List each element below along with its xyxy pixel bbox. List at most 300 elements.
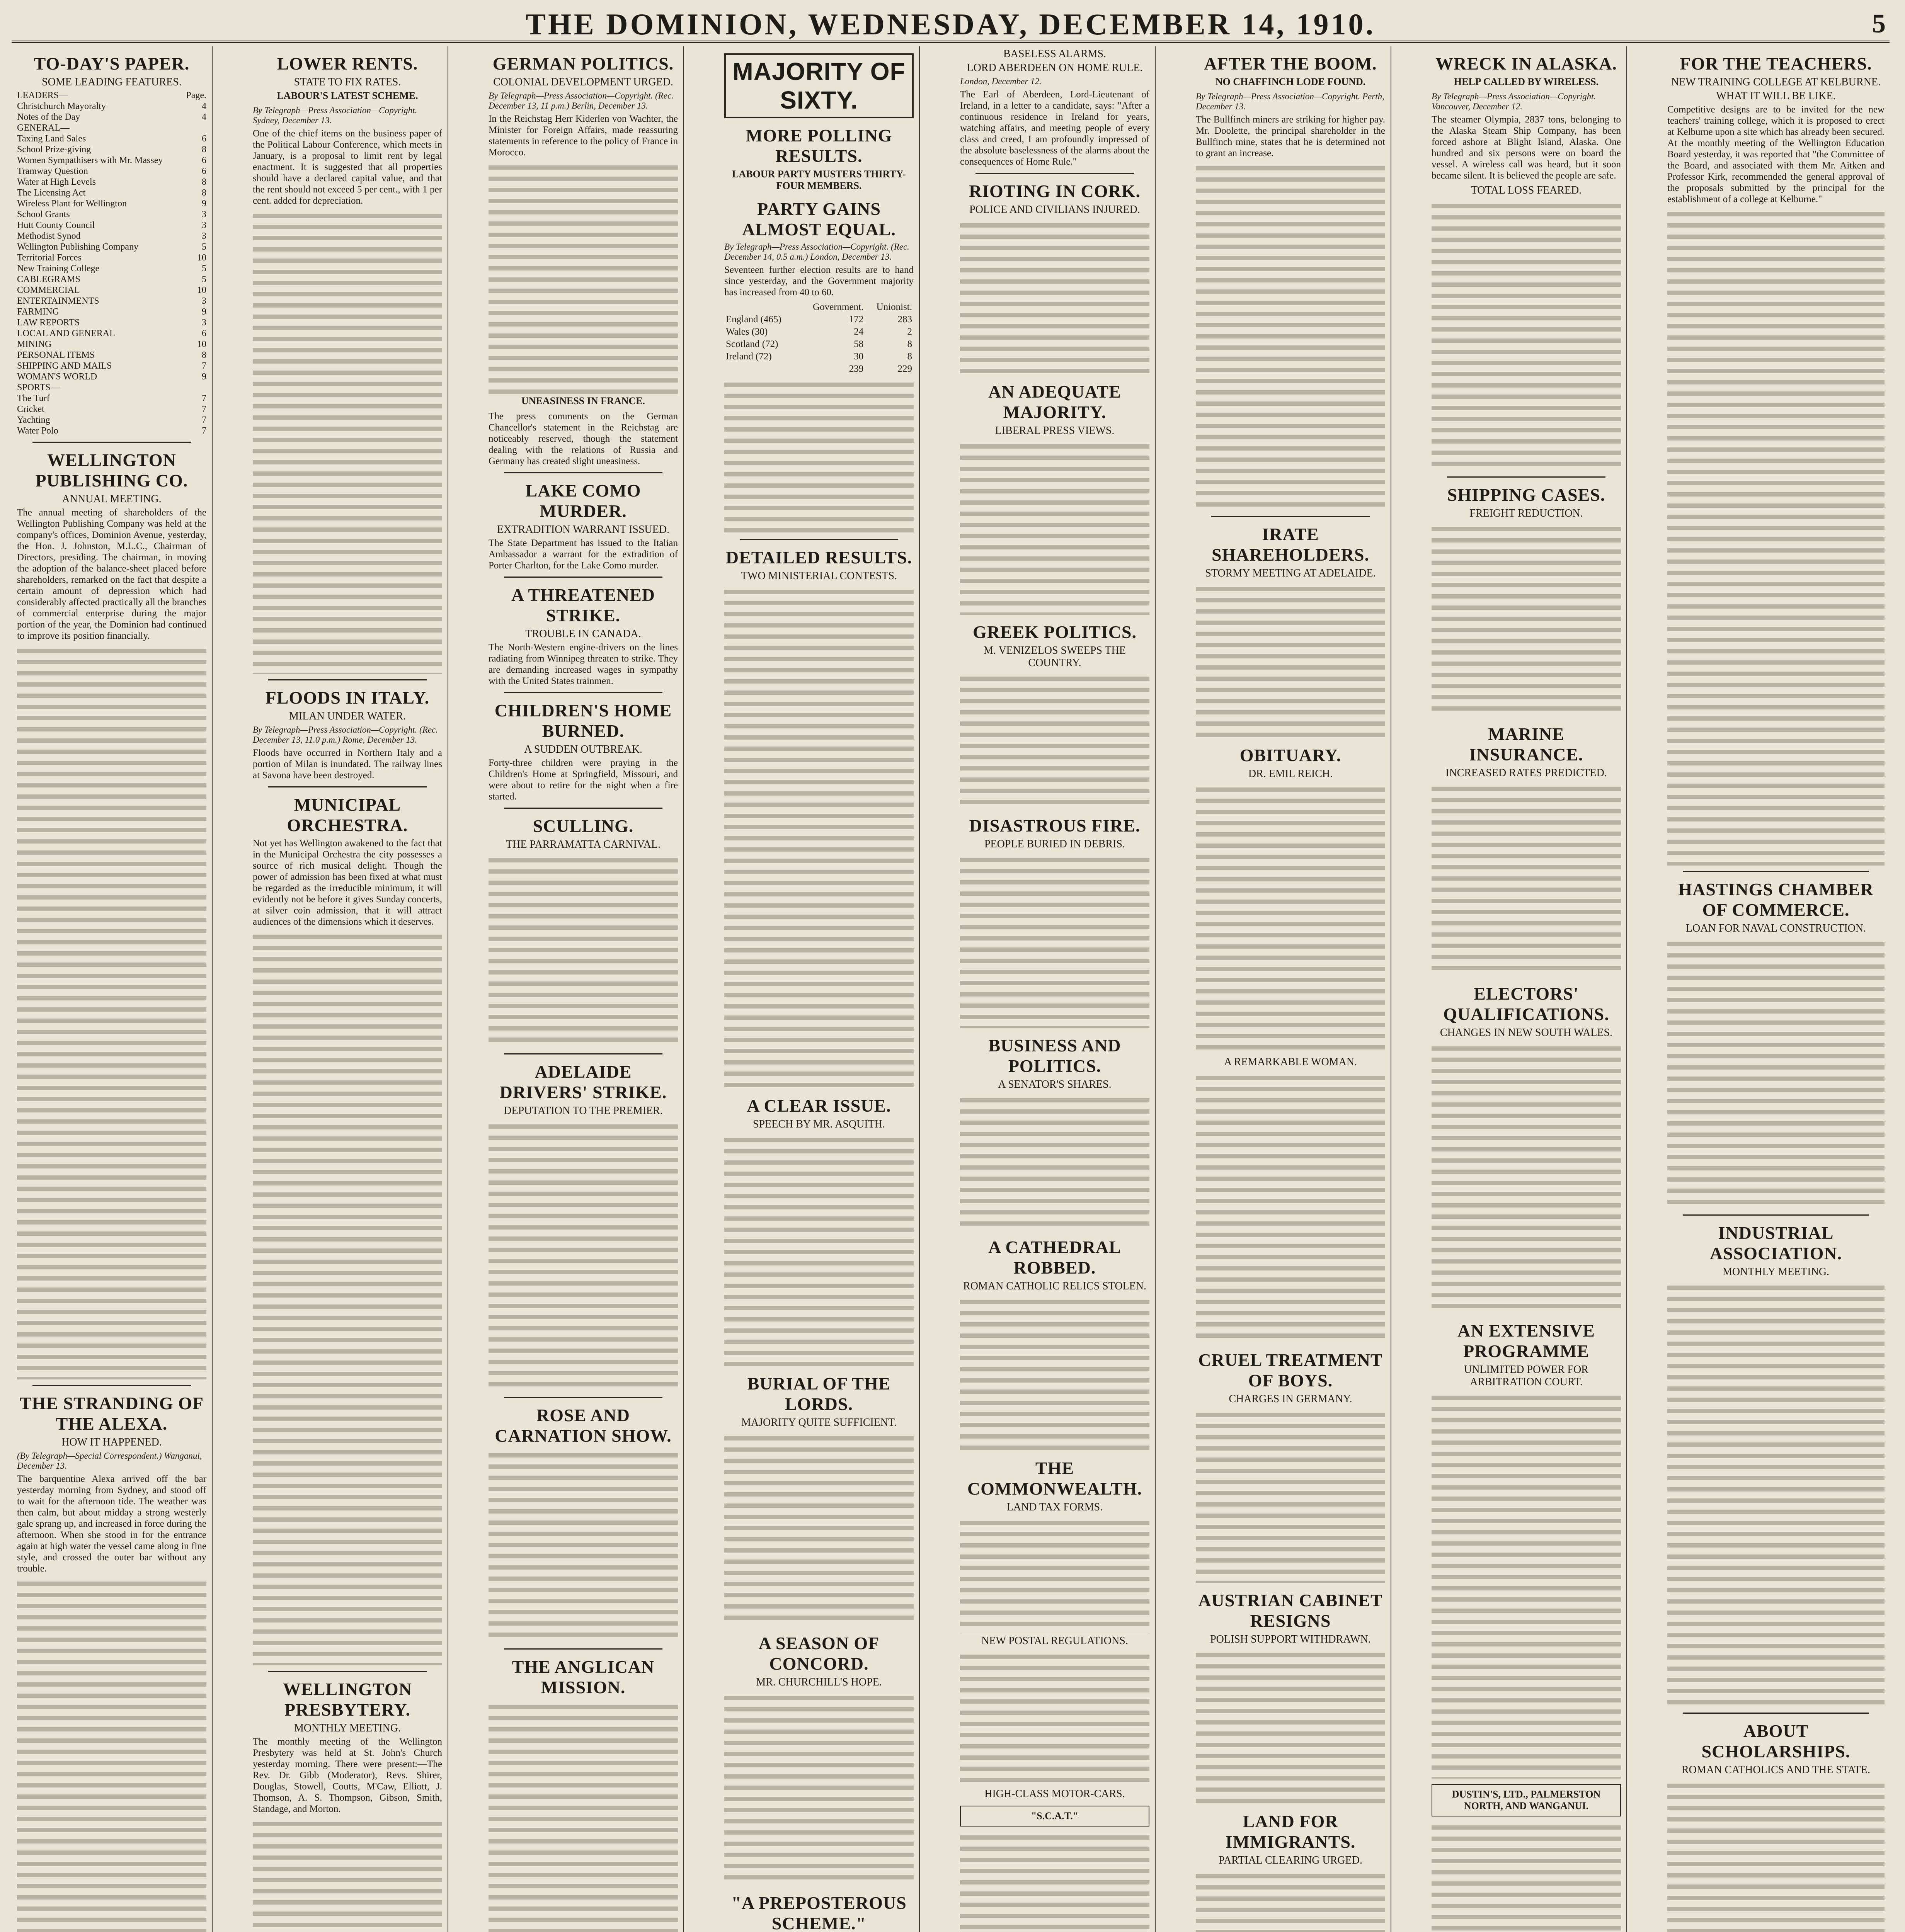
index-label: Wireless Plant for Wellington bbox=[17, 199, 127, 209]
column-7 bbox=[1426, 46, 1627, 1932]
table-cell: Wales (30) bbox=[726, 327, 768, 337]
table-cell bbox=[724, 363, 798, 375]
story-subheading: PEOPLE BURIED IN DEBRIS. bbox=[984, 838, 1125, 850]
story-body: The barquentine Alexa arrived off the bar yesterday morning from Sydney, and stood off to wait for the afternoon tide. The weather was then calm, but about midday a strong westerly gale sprang up, and increased in force during the afternoon. When she stood in for the entrance again at high water the vessel came along in fine style, and crossed the outer bar without any trouble. bbox=[17, 1474, 206, 1574]
story-heading: CRUEL TREATMENT OF BOYS. bbox=[1198, 1350, 1383, 1390]
index-page: 5 bbox=[202, 264, 206, 274]
divider bbox=[32, 1385, 191, 1386]
index-row bbox=[17, 328, 206, 339]
dateline: By Telegraph—Press Association—Copyright. (Rec. December 13, 11 p.m.) Berlin, December 13. bbox=[489, 91, 674, 111]
table-cell: 229 bbox=[897, 364, 912, 374]
story-heading: AN ADEQUATE MAJORITY. bbox=[988, 382, 1121, 422]
story-subheading: A SENATOR'S SHARES. bbox=[998, 1078, 1112, 1090]
text-column-continuation bbox=[960, 441, 1149, 615]
story-subheading: SPEECH BY MR. ASQUITH. bbox=[752, 1118, 885, 1130]
table-header-cell: Unionist. bbox=[876, 302, 912, 312]
story-body: The Earl of Aberdeen, Lord-Lieutenant of Ireland, in a letter to a candidate, says: "After a continuous residence in Ireland for years, watching affairs, and meeting people of every class and creed, I am profoundly impressed of the absolute baselessness of the alarms about the consequences of Home Rule." bbox=[960, 89, 1149, 167]
story-heading: UNEASINESS IN FRANCE. bbox=[521, 395, 645, 406]
divider bbox=[1683, 1214, 1869, 1216]
story-subheading: LABOUR'S LATEST SCHEME. bbox=[277, 90, 418, 101]
story-subheading: LORD ABERDEEN ON HOME RULE. bbox=[967, 62, 1143, 74]
lead-headline: MAJORITY OF SIXTY. bbox=[724, 53, 914, 118]
story-heading: THE COMMONWEALTH. bbox=[967, 1458, 1142, 1498]
text-column-continuation bbox=[960, 1517, 1149, 1633]
index-row bbox=[17, 425, 206, 436]
index-label: The Licensing Act bbox=[17, 188, 86, 198]
divider bbox=[1683, 871, 1869, 872]
index-row bbox=[17, 339, 206, 350]
column-8 bbox=[1662, 46, 1890, 1932]
index-label: ENTERTAINMENTS bbox=[17, 296, 99, 306]
index-page: 10 bbox=[197, 339, 206, 349]
index-label: CABLEGRAMS bbox=[17, 274, 81, 284]
todays-paper-heading: TO-DAY'S PAPER. bbox=[34, 54, 190, 73]
dateline: (By Telegraph—Special Correspondent.) Wanganui, December 13. bbox=[17, 1451, 202, 1471]
text-column-continuation bbox=[253, 210, 442, 674]
story-body: Floods have occurred in Northern Italy and a portion of Milan is inundated. The railway lines at Savona have been destroyed. bbox=[253, 748, 442, 781]
text-column-continuation bbox=[489, 1701, 678, 1932]
column-2 bbox=[247, 46, 448, 1932]
index-row bbox=[17, 371, 206, 382]
story-heading: ABOUT SCHOLARSHIPS. bbox=[1701, 1721, 1851, 1761]
index-page: 3 bbox=[202, 296, 206, 306]
story-subheading: DR. EMIL REICH. bbox=[1248, 768, 1333, 780]
column-6 bbox=[1190, 46, 1391, 1932]
index-label: Hutt County Council bbox=[17, 220, 95, 230]
column-4 bbox=[719, 46, 920, 1932]
index-label: GENERAL— bbox=[17, 123, 70, 133]
divider bbox=[268, 1671, 427, 1672]
divider bbox=[504, 808, 662, 809]
index-row bbox=[17, 415, 206, 425]
story-subheading: ROMAN CATHOLIC RELICS STOLEN. bbox=[963, 1280, 1146, 1292]
story-heading: GERMAN POLITICS. bbox=[492, 54, 674, 73]
column-1 bbox=[12, 46, 213, 1932]
story-body: The State Department has issued to the Italian Ambassador a warrant for the extradition of Porter Charlton, for the Lake Como murder. bbox=[489, 538, 678, 571]
table-cell: 172 bbox=[849, 314, 864, 325]
dateline: By Telegraph—Press Association—Copyright. Perth, December 13. bbox=[1196, 92, 1384, 111]
divider bbox=[504, 472, 662, 473]
story-heading: AFTER THE BOOM. bbox=[1204, 54, 1377, 73]
table-header-cell bbox=[724, 301, 798, 313]
index-row bbox=[17, 242, 206, 252]
text-column-continuation bbox=[1667, 1282, 1885, 1707]
index-row bbox=[17, 198, 206, 209]
story-heading: TOTAL LOSS FEARED. bbox=[1471, 184, 1582, 196]
index-label: Christchurch Mayoralty bbox=[17, 101, 106, 111]
features-index bbox=[17, 90, 206, 436]
story-subheading: DEPUTATION TO THE PREMIER. bbox=[504, 1105, 663, 1117]
story-heading: BASELESS ALARMS. bbox=[1003, 48, 1107, 60]
story-heading: SCULLING. bbox=[533, 816, 634, 836]
story-subheading: STATE TO FIX RATES. bbox=[294, 76, 401, 88]
index-row bbox=[17, 317, 206, 328]
story-subheading: TWO MINISTERIAL CONTESTS. bbox=[741, 570, 897, 582]
index-label: Yachting bbox=[17, 415, 50, 425]
index-page: Page. bbox=[186, 90, 206, 100]
index-page: 8 bbox=[202, 177, 206, 187]
text-column-continuation bbox=[1432, 524, 1621, 717]
divider bbox=[268, 679, 427, 680]
index-page: 7 bbox=[202, 361, 206, 371]
table-row bbox=[724, 326, 914, 338]
text-column-continuation bbox=[724, 1134, 914, 1366]
index-page: 5 bbox=[202, 242, 206, 252]
divider bbox=[1447, 476, 1605, 478]
election-results-table bbox=[724, 301, 914, 375]
index-page: 6 bbox=[202, 155, 206, 165]
story-subheading: ANNUAL MEETING. bbox=[62, 493, 162, 505]
story-subheading: LABOUR PARTY MUSTERS THIRTY-FOUR MEMBERS. bbox=[732, 168, 906, 191]
story-heading: LAKE COMO MURDER. bbox=[525, 481, 641, 521]
index-label: WOMAN'S WORLD bbox=[17, 372, 97, 382]
story-body: The Bullfinch miners are striking for higher pay. Mr. Doolette, the principal shareholder in the Bullfinch mine, states that he is determined not to grant an increase. bbox=[1196, 114, 1385, 158]
story-subheading: LIBERAL PRESS VIEWS. bbox=[995, 425, 1115, 437]
table-row bbox=[724, 350, 914, 363]
table-cell: 30 bbox=[854, 351, 864, 362]
text-column-continuation bbox=[1196, 583, 1385, 738]
index-label: Territorial Forces bbox=[17, 253, 82, 263]
text-column-continuation bbox=[1432, 783, 1621, 976]
text-column-continuation bbox=[960, 1832, 1149, 1932]
divider bbox=[32, 442, 191, 443]
index-page: 7 bbox=[202, 426, 206, 436]
story-subheading: MORE POLLING RESULTS. bbox=[746, 126, 892, 166]
index-page: 4 bbox=[202, 101, 206, 111]
dateline: By Telegraph—Press Association—Copyright. Sydney, December 13. bbox=[253, 105, 417, 125]
story-subheading: HELP CALLED BY WIRELESS. bbox=[1454, 76, 1599, 87]
table-cell: England (465) bbox=[726, 314, 781, 325]
column-3 bbox=[483, 46, 684, 1932]
index-label: PERSONAL ITEMS bbox=[17, 350, 95, 360]
index-row bbox=[17, 306, 206, 317]
story-subheading: INCREASED RATES PREDICTED. bbox=[1445, 767, 1607, 779]
dateline: London, December 12. bbox=[960, 77, 1042, 86]
text-column-continuation bbox=[724, 1692, 914, 1886]
index-row bbox=[17, 231, 206, 242]
index-label: The Turf bbox=[17, 393, 50, 403]
story-body: Forty-three children were praying in the Children's Home at Springfield, Missouri, and were about to retire for the night when a fire started. bbox=[489, 758, 678, 802]
story-heading: INDUSTRIAL ASSOCIATION. bbox=[1709, 1223, 1842, 1263]
table-cell: 2 bbox=[907, 327, 912, 337]
index-row bbox=[17, 350, 206, 361]
index-row bbox=[17, 361, 206, 371]
story-heading: MUNICIPAL ORCHESTRA. bbox=[287, 795, 408, 835]
story-heading: A CATHEDRAL ROBBED. bbox=[988, 1237, 1121, 1277]
text-column-continuation bbox=[960, 1651, 1149, 1786]
index-row bbox=[17, 166, 206, 177]
text-column-continuation bbox=[253, 931, 442, 1665]
story-heading: A SEASON OF CONCORD. bbox=[758, 1633, 880, 1673]
text-column-continuation bbox=[960, 854, 1149, 1028]
index-page: 7 bbox=[202, 404, 206, 414]
text-column-continuation bbox=[1196, 1072, 1385, 1343]
story-heading: THE STRANDING OF THE ALEXA. bbox=[19, 1393, 204, 1434]
index-label: Wellington Publishing Company bbox=[17, 242, 139, 252]
story-subheading: EXTRADITION WARRANT ISSUED. bbox=[497, 524, 670, 536]
index-page: 3 bbox=[202, 318, 206, 328]
story-heading: LOWER RENTS. bbox=[277, 54, 418, 73]
index-label: Water at High Levels bbox=[17, 177, 96, 187]
story-body: The monthly meeting of the Wellington Presbytery was held at St. John's Church yesterday morning. There were present:—The Rev. Dr. Gibb (Moderator), Revs. Shirer, Douglas, Stowell, Coutts, M'Caw, Elliott, J. Thomson, A. S. Thompson, Gibson, Smith, Standage, and Morton. bbox=[253, 1736, 442, 1814]
masthead bbox=[12, 4, 1890, 43]
story-body: Not yet has Wellington awakened to the fact that in the Municipal Orchestra the city possesses a source of rich musical delight. Though the power of admission has been fixed at what must be regarded as the irreducible minimum, it will evidently not be before it gives Sunday concerts, at silver coin admission, that it will attract audiences of the dimensions which it deserves. bbox=[253, 838, 442, 927]
story-subheading: MR. CHURCHILL'S HOPE. bbox=[756, 1676, 882, 1688]
page-number: 5 bbox=[1872, 9, 1886, 39]
index-page: 3 bbox=[202, 231, 206, 241]
text-column-continuation bbox=[1667, 1780, 1885, 1932]
story-subheading: ROMAN CATHOLICS AND THE STATE. bbox=[1681, 1764, 1871, 1776]
story-subheading: PARTIAL CLEARING URGED. bbox=[1219, 1854, 1362, 1866]
story-subheading: PARTY GAINS ALMOST EQUAL. bbox=[742, 199, 896, 239]
story-heading: AN EXTENSIVE PROGRAMME bbox=[1457, 1321, 1595, 1361]
story-heading: WELLINGTON PRESBYTERY. bbox=[283, 1679, 412, 1719]
index-page: 7 bbox=[202, 393, 206, 403]
story-heading: BUSINESS AND POLITICS. bbox=[988, 1036, 1121, 1076]
story-heading: A THREATENED STRIKE. bbox=[511, 585, 655, 625]
index-row bbox=[17, 155, 206, 166]
story-heading: AUSTRIAN CABINET RESIGNS bbox=[1198, 1590, 1383, 1631]
text-column-continuation bbox=[960, 220, 1149, 374]
story-heading: SHIPPING CASES. bbox=[1447, 485, 1605, 505]
table-cell: 24 bbox=[854, 327, 864, 337]
index-label: LEADERS— bbox=[17, 90, 68, 100]
text-column-continuation bbox=[489, 1450, 678, 1643]
text-column-continuation bbox=[724, 1433, 914, 1626]
story-heading: "A PREPOSTEROUS SCHEME." bbox=[731, 1893, 907, 1932]
table-cell: 283 bbox=[897, 314, 912, 325]
story-subheading: TROUBLE IN CANADA. bbox=[525, 628, 641, 640]
table-cell: Ireland (72) bbox=[726, 351, 772, 362]
story-heading: A CLEAR ISSUE. bbox=[747, 1096, 891, 1116]
divider bbox=[504, 577, 662, 578]
column-5 bbox=[955, 46, 1156, 1932]
advertisement: "S.C.A.T." bbox=[960, 1806, 1149, 1827]
story-heading: ADELAIDE DRIVERS' STRIKE. bbox=[499, 1062, 667, 1102]
index-page: 8 bbox=[202, 188, 206, 198]
story-body: One of the chief items on the business paper of the Political Labour Conference, which meets in January, is a proposal to limit rent by legal enactment. It is suggested that all properties should have a declared capital value, and that the rent should not exceed 5 per cent., with 1 per cent. added for depreciation. bbox=[253, 128, 442, 206]
index-label: Methodist Synod bbox=[17, 231, 81, 241]
story-subheading: WHAT IT WILL BE LIKE. bbox=[1716, 90, 1836, 102]
index-page: 4 bbox=[202, 112, 206, 122]
story-heading: NEW POSTAL REGULATIONS. bbox=[981, 1635, 1128, 1647]
index-label: School Grants bbox=[17, 209, 70, 219]
text-column-continuation bbox=[1432, 201, 1621, 471]
index-label: SPORTS— bbox=[17, 383, 60, 393]
table-cell: 58 bbox=[854, 339, 864, 349]
story-subheading: FREIGHT REDUCTION. bbox=[1469, 507, 1583, 519]
divider bbox=[975, 173, 1134, 174]
story-body: The press comments on the German Chancellor's statement in the Reichstag are noticeably reserved, though the statement dealing with the relations of Russia and Germany has created slight uneasiness. bbox=[489, 411, 678, 466]
text-column-continuation bbox=[1196, 1871, 1385, 1932]
index-row bbox=[17, 263, 206, 274]
table-row bbox=[724, 313, 914, 326]
index-row bbox=[17, 177, 206, 187]
story-heading: MARINE INSURANCE. bbox=[1469, 724, 1583, 764]
index-row bbox=[17, 382, 206, 393]
story-subheading: A SUDDEN OUTBREAK. bbox=[524, 743, 642, 755]
story-heading: FOR THE TEACHERS. bbox=[1680, 54, 1872, 73]
story-subheading: CHARGES IN GERMANY. bbox=[1229, 1393, 1352, 1405]
story-heading: CHILDREN'S HOME BURNED. bbox=[494, 701, 672, 741]
index-page: 9 bbox=[202, 372, 206, 382]
story-heading: ELECTORS' QUALIFICATIONS. bbox=[1443, 984, 1609, 1024]
text-column-continuation bbox=[960, 673, 1149, 808]
text-column-continuation bbox=[1196, 784, 1385, 1054]
index-page: 7 bbox=[202, 415, 206, 425]
story-heading: RIOTING IN CORK. bbox=[969, 181, 1141, 201]
text-column-continuation bbox=[489, 855, 678, 1048]
story-heading: WRECK IN ALASKA. bbox=[1435, 54, 1617, 73]
index-label: Notes of the Day bbox=[17, 112, 80, 122]
story-subheading: NO CHAFFINCH LODE FOUND. bbox=[1215, 76, 1366, 87]
story-heading: WELLINGTON PUBLISHING CO. bbox=[35, 450, 188, 490]
index-label: SHIPPING AND MAILS bbox=[17, 361, 112, 371]
story-body: The annual meeting of shareholders of the Wellington Publishing Company was held at the company's offices, Dominion Avenue, yesterday, the Hon. J. Johnston, M.L.C., Chairman of Directors, presiding. The chairman, in moving the adoption of the balance-sheet placed before shareholders, remarked on the fact that despite a certain amount of depression which had considerably affected practically all the branches of commercial enterprise during the major portion of the year, the Dominion had continued to improve its position financially. bbox=[17, 507, 206, 641]
story-heading: DETAILED RESULTS. bbox=[725, 548, 912, 567]
dateline: By Telegraph—Press Association—Copyright. Vancouver, December 12. bbox=[1432, 92, 1596, 111]
story-subheading: NEW TRAINING COLLEGE AT KELBURNE. bbox=[1671, 76, 1881, 88]
dateline: By Telegraph—Press Association—Copyright. (Rec. December 14, 0.5 a.m.) London, December 13. bbox=[724, 242, 909, 262]
story-heading: THE ANGLICAN MISSION. bbox=[512, 1657, 655, 1697]
index-page: 6 bbox=[202, 134, 206, 144]
table-cell: 239 bbox=[849, 364, 864, 374]
story-body: Seventeen further election results are to hand since yesterday, and the Government majority has increased from 40 to 60. bbox=[724, 265, 914, 298]
index-page: 3 bbox=[202, 220, 206, 230]
index-label: Tramway Question bbox=[17, 166, 88, 176]
index-row bbox=[17, 112, 206, 122]
index-label: LAW REPORTS bbox=[17, 318, 80, 328]
index-label: School Prize-giving bbox=[17, 145, 91, 155]
text-column-continuation bbox=[724, 586, 914, 1088]
index-row bbox=[17, 122, 206, 133]
text-column-continuation bbox=[17, 645, 206, 1379]
story-subheading: POLICE AND CIVILIANS INJURED. bbox=[969, 204, 1140, 216]
table-cell: Scotland (72) bbox=[726, 339, 778, 349]
todays-paper-subheading: SOME LEADING FEATURES. bbox=[42, 76, 182, 88]
text-column-continuation bbox=[1432, 1822, 1621, 1932]
story-subheading: UNLIMITED POWER FOR ARBITRATION COURT. bbox=[1464, 1364, 1588, 1388]
divider bbox=[504, 1648, 662, 1650]
index-page: 3 bbox=[202, 209, 206, 219]
story-subheading: COLONIAL DEVELOPMENT URGED. bbox=[493, 76, 673, 88]
story-subheading: MONTHLY MEETING. bbox=[1722, 1266, 1830, 1278]
story-heading: HIGH-CLASS MOTOR-CARS. bbox=[984, 1788, 1125, 1800]
index-row bbox=[17, 209, 206, 220]
index-page: 9 bbox=[202, 199, 206, 209]
text-column-continuation bbox=[1196, 1409, 1385, 1583]
index-row bbox=[17, 404, 206, 415]
text-column-continuation bbox=[724, 379, 914, 534]
text-column-continuation bbox=[960, 1296, 1149, 1451]
advertisement: DUSTIN'S, LTD., PALMERSTON NORTH, AND WANGANUI. bbox=[1432, 1784, 1621, 1816]
story-subheading: STORMY MEETING AT ADELAIDE. bbox=[1205, 567, 1376, 579]
story-heading: GREEK POLITICS. bbox=[973, 622, 1137, 642]
text-column-continuation bbox=[1432, 1392, 1621, 1779]
divider bbox=[1683, 1713, 1869, 1714]
story-heading: HASTINGS CHAMBER OF COMMERCE. bbox=[1678, 879, 1874, 920]
story-heading: DISASTROUS FIRE. bbox=[969, 816, 1141, 835]
index-label: Women Sympathisers with Mr. Massey bbox=[17, 155, 163, 165]
text-column-continuation bbox=[1667, 209, 1885, 866]
index-row bbox=[17, 90, 206, 101]
text-column-continuation bbox=[1196, 163, 1385, 510]
index-page: 10 bbox=[197, 253, 206, 263]
story-body: In the Reichstag Herr Kiderlen von Wachter, the Minister for Foreign Affairs, made reassuring statements in reference to the policy of France in Morocco. bbox=[489, 114, 678, 158]
table-cell: 8 bbox=[907, 339, 912, 349]
index-label: Cricket bbox=[17, 404, 44, 414]
story-heading: LAND FOR IMMIGRANTS. bbox=[1225, 1811, 1356, 1852]
story-subheading: MILAN UNDER WATER. bbox=[289, 710, 406, 722]
story-body: Competitive designs are to be invited for the new teachers' training college, which it is proposed to erect at Kelburne upon a site which has already been secured. At the monthly meeting of the Wellington Education Board yesterday, it was reported that "the Committee of the Board, and associated with them Mr. Aitken and Professor Kirk, recommended the general approval of the proposals submitted by the principal for the establishment of a college at Kelburne." bbox=[1667, 104, 1885, 204]
columns bbox=[12, 46, 1890, 1932]
index-page: 8 bbox=[202, 350, 206, 360]
table-header-cell: Government. bbox=[813, 302, 864, 312]
text-column-continuation bbox=[1667, 939, 1885, 1209]
text-column-continuation bbox=[1196, 1650, 1385, 1804]
story-heading: OBITUARY. bbox=[1239, 745, 1342, 765]
index-label: MINING bbox=[17, 339, 52, 349]
story-heading: ROSE AND CARNATION SHOW. bbox=[495, 1405, 672, 1446]
story-subheading: CHANGES IN NEW SOUTH WALES. bbox=[1440, 1027, 1613, 1039]
table-cell: 8 bbox=[907, 351, 912, 362]
index-label: LOCAL AND GENERAL bbox=[17, 328, 115, 338]
story-heading: IRATE SHAREHOLDERS. bbox=[1212, 524, 1369, 565]
index-page: 8 bbox=[202, 145, 206, 155]
index-label: FARMING bbox=[17, 307, 59, 317]
story-heading: A REMARKABLE WOMAN. bbox=[1224, 1056, 1357, 1068]
story-body: The North-Western engine-drivers on the lines radiating from Winnipeg threaten to strike. They are demanding increased wages in sympathy with the United States trainmen. bbox=[489, 642, 678, 686]
divider bbox=[504, 692, 662, 693]
story-subheading: POLISH SUPPORT WITHDRAWN. bbox=[1210, 1633, 1371, 1645]
index-page: 6 bbox=[202, 328, 206, 338]
index-row bbox=[17, 101, 206, 112]
story-heading: BURIAL OF THE LORDS. bbox=[747, 1374, 891, 1414]
story-heading: FLOODS IN ITALY. bbox=[265, 688, 430, 707]
index-row bbox=[17, 187, 206, 198]
index-label: COMMERCIAL bbox=[17, 285, 80, 295]
text-column-continuation bbox=[489, 162, 678, 394]
table-row bbox=[724, 363, 914, 375]
story-subheading: HOW IT HAPPENED. bbox=[61, 1436, 162, 1448]
story-subheading: LOAN FOR NAVAL CONSTRUCTION. bbox=[1685, 922, 1866, 934]
story-body: The steamer Olympia, 2837 tons, belonging to the Alaska Steam Ship Company, has been forced ashore at Blight Island, Alaska. One hundred and six persons were on board the vessel. A wireless call was heard, but it soon became silent. It is believed the people are safe. bbox=[1432, 114, 1621, 181]
text-column-continuation bbox=[1432, 1043, 1621, 1313]
index-row bbox=[17, 285, 206, 296]
index-label: New Training College bbox=[17, 264, 100, 274]
story-subheading: MAJORITY QUITE SUFFICIENT. bbox=[741, 1417, 897, 1429]
dateline: By Telegraph—Press Association—Copyright. (Rec. December 13, 11.0 p.m.) Rome, December 13. bbox=[253, 725, 438, 745]
text-column-continuation bbox=[17, 1578, 206, 1932]
index-label: Water Polo bbox=[17, 426, 58, 436]
divider bbox=[740, 539, 898, 540]
index-row bbox=[17, 393, 206, 404]
divider bbox=[504, 1053, 662, 1054]
index-row bbox=[17, 296, 206, 306]
index-page: 6 bbox=[202, 166, 206, 176]
index-row bbox=[17, 220, 206, 231]
text-column-continuation bbox=[253, 1818, 442, 1932]
text-column-continuation bbox=[960, 1095, 1149, 1230]
text-column-continuation bbox=[489, 1121, 678, 1391]
divider bbox=[504, 1397, 662, 1398]
story-subheading: M. VENIZELOS SWEEPS THE COUNTRY. bbox=[984, 645, 1126, 669]
divider bbox=[268, 786, 427, 787]
story-subheading: THE PARRAMATTA CARNIVAL. bbox=[506, 838, 661, 850]
index-row bbox=[17, 144, 206, 155]
index-row bbox=[17, 133, 206, 144]
masthead-title: THE DOMINION, WEDNESDAY, DECEMBER 14, 1910. bbox=[526, 7, 1376, 41]
